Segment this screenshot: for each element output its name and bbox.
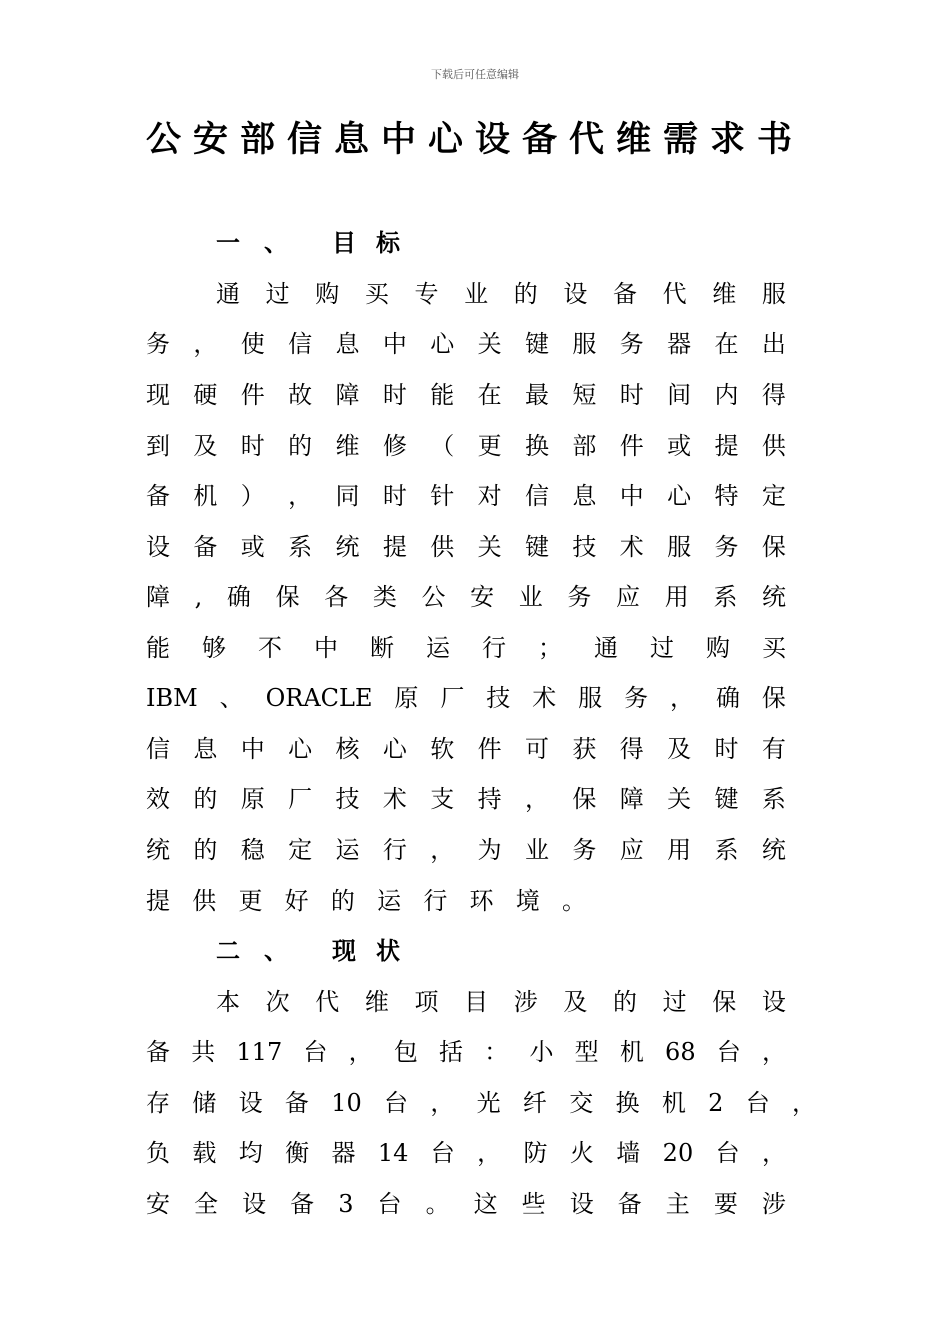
text-token: 的 (330, 887, 355, 915)
text-token: 设 (146, 533, 170, 561)
text-token: 为 (477, 836, 502, 864)
text-token: 服 (667, 533, 692, 561)
text-token: , (194, 583, 203, 611)
text-token: 火 (569, 1139, 594, 1167)
text-token: 系 (761, 785, 786, 813)
text-token: 设 (569, 1190, 594, 1218)
text-token: 台 (384, 1089, 409, 1117)
text-token: 、 (219, 684, 244, 712)
text-token: 关 (667, 785, 692, 813)
text-token: 时 (240, 432, 265, 460)
paragraph-line (146, 580, 786, 614)
text-token: 不 (258, 634, 282, 662)
text-token: （ (430, 432, 455, 460)
text-token: 10 (331, 1089, 362, 1117)
text-token: 件 (477, 735, 502, 763)
text-token: 确 (715, 684, 740, 712)
text-token: ， (762, 1038, 786, 1066)
text-token: 的 (193, 836, 218, 864)
text-token: 的 (513, 280, 538, 308)
paragraph-line (146, 530, 786, 564)
text-token: 的 (193, 785, 218, 813)
text-token: 最 (525, 381, 549, 409)
text-token: 载 (192, 1139, 217, 1167)
text-token: 备 (146, 482, 170, 510)
text-token: 本 (216, 988, 240, 1016)
text-token: 涉 (761, 1190, 786, 1218)
text-token: 光 (476, 1089, 501, 1117)
text-token: 软 (430, 735, 455, 763)
text-token: 行 (382, 836, 407, 864)
text-token: 系 (713, 583, 738, 611)
text-token: 原 (240, 785, 265, 813)
text-token: 均 (238, 1139, 263, 1167)
text-token: 息 (193, 735, 218, 763)
text-token: ， (348, 1038, 373, 1066)
text-token: 服 (572, 330, 597, 358)
text-token: 务 (714, 533, 739, 561)
text-token: 主 (665, 1190, 690, 1218)
text-token: 应 (616, 583, 641, 611)
text-token: 3 (338, 1190, 354, 1218)
text-token: 通 (216, 280, 240, 308)
text-token: 原 (394, 684, 419, 712)
paragraph-line (216, 277, 786, 311)
section-heading (216, 934, 420, 968)
text-token: 购 (706, 634, 730, 662)
text-token: 些 (521, 1190, 546, 1218)
text-token: 14 (377, 1139, 409, 1167)
text-token: 换 (525, 432, 549, 460)
text-token: 安 (470, 583, 495, 611)
text-token: 业 (518, 583, 543, 611)
text-token: 保 (761, 684, 786, 712)
text-token: 防 (523, 1139, 548, 1167)
text-token: 的 (613, 988, 637, 1016)
text-token: 厂 (288, 785, 313, 813)
text-token: 心 (382, 735, 407, 763)
text-token: 术 (619, 533, 644, 561)
text-token: 可 (525, 735, 549, 763)
text-token: 提 (714, 432, 739, 460)
text-token: 台 (716, 1038, 741, 1066)
section-title: 现状 (332, 936, 420, 965)
text-token: 键 (525, 533, 549, 561)
text-token: 机 (193, 482, 218, 510)
text-token: 务 (619, 330, 644, 358)
text-token: 键 (525, 330, 549, 358)
text-token: 器 (667, 330, 692, 358)
text-token: 项 (414, 988, 439, 1016)
text-token: 2 (708, 1089, 724, 1117)
text-token: 统 (761, 836, 786, 864)
text-token: 时 (619, 381, 644, 409)
text-token: 技 (335, 785, 360, 813)
text-token: 支 (430, 785, 455, 813)
text-token: 使 (240, 330, 265, 358)
text-token: 设 (761, 988, 786, 1016)
text-token: 储 (192, 1089, 217, 1117)
text-token: 定 (288, 836, 313, 864)
paragraph-line (146, 429, 786, 463)
text-token: 中 (619, 482, 644, 510)
text-token: 墙 (616, 1139, 641, 1167)
text-token: 备 (284, 1089, 309, 1117)
text-token: ； (538, 634, 562, 662)
text-token: 用 (664, 583, 689, 611)
text-token: 用 (667, 836, 692, 864)
text-token: 负 (146, 1139, 170, 1167)
text-token: 技 (486, 684, 511, 712)
text-token: 117 (236, 1038, 283, 1066)
text-token: 设 (238, 1089, 263, 1117)
text-token: 台 (745, 1089, 770, 1117)
paragraph-line (146, 1086, 816, 1120)
text-token: 服 (761, 280, 786, 308)
text-token: 。 (425, 1190, 450, 1218)
text-token: 够 (202, 634, 226, 662)
text-token: 键 (714, 785, 739, 813)
text-token: 供 (192, 887, 217, 915)
text-token: ， (193, 330, 218, 358)
text-token: 障 (335, 381, 360, 409)
text-token: 系 (288, 533, 313, 561)
paragraph-line (146, 631, 786, 665)
paragraph-line (146, 681, 786, 715)
text-token: 心 (667, 482, 692, 510)
text-token: 时 (714, 735, 739, 763)
text-token: 技 (572, 533, 597, 561)
text-token: 提 (146, 887, 170, 915)
paragraph-line-last (146, 884, 586, 918)
text-token: 运 (335, 836, 360, 864)
text-token: 断 (370, 634, 394, 662)
text-token: 心 (430, 330, 455, 358)
text-token: 交 (569, 1089, 594, 1117)
text-token: 得 (619, 735, 644, 763)
paragraph-line (216, 985, 786, 1019)
text-token: 共 (191, 1038, 216, 1066)
text-token: 专 (414, 280, 439, 308)
text-token: 这 (473, 1190, 498, 1218)
text-token: 存 (146, 1089, 170, 1117)
text-token: 目 (464, 988, 489, 1016)
text-token: 信 (288, 330, 313, 358)
text-token: 业 (464, 280, 489, 308)
text-token: 括 (439, 1038, 464, 1066)
text-token: 稳 (240, 836, 265, 864)
text-token: 行 (482, 634, 506, 662)
text-token: 部 (572, 432, 597, 460)
text-token: 境 (515, 887, 540, 915)
text-token: 统 (335, 533, 360, 561)
paragraph-line (146, 732, 786, 766)
text-token: 过 (662, 988, 687, 1016)
text-token: ， (670, 684, 695, 712)
text-token: 换 (615, 1089, 640, 1117)
paragraph-line (146, 378, 786, 412)
text-token: 信 (525, 482, 549, 510)
text-token: 维 (335, 432, 360, 460)
paragraph-line (146, 327, 786, 361)
text-token: 的 (288, 432, 313, 460)
text-token: 在 (477, 381, 502, 409)
text-token: 同 (335, 482, 360, 510)
text-token: 术 (532, 684, 557, 712)
paragraph-line (146, 479, 786, 513)
text-token: 统 (146, 836, 170, 864)
text-token: 持 (477, 785, 502, 813)
text-token: 买 (762, 634, 786, 662)
text-token: 更 (238, 887, 263, 915)
document-title: 公安部信息中心设备代维需求书 (145, 119, 804, 160)
text-token: 小 (529, 1038, 554, 1066)
text-token: 定 (761, 482, 786, 510)
text-token: 型 (574, 1038, 599, 1066)
text-token: ： (484, 1038, 509, 1066)
text-token: 应 (619, 836, 644, 864)
text-token: 关 (477, 533, 502, 561)
text-token: 及 (193, 432, 218, 460)
text-token: 涉 (513, 988, 538, 1016)
text-token: 代 (315, 988, 340, 1016)
text-token: 内 (714, 381, 739, 409)
text-token: 好 (284, 887, 309, 915)
text-token: 件 (619, 432, 644, 460)
text-token: 获 (572, 735, 597, 763)
text-token: 设 (242, 1190, 267, 1218)
text-token: 时 (382, 381, 407, 409)
text-token: ） (240, 482, 265, 510)
text-token: 68 (665, 1038, 696, 1066)
text-token: 备 (617, 1190, 642, 1218)
text-token: 统 (761, 583, 786, 611)
text-token: 维 (712, 280, 737, 308)
text-token: 务 (572, 836, 597, 864)
text-token: ， (430, 836, 455, 864)
text-token: 。 (561, 887, 586, 915)
text-token: 各 (324, 583, 349, 611)
text-token: 通 (594, 634, 618, 662)
text-token: 确 (226, 583, 251, 611)
text-token: 设 (563, 280, 588, 308)
text-token: 针 (430, 482, 455, 510)
text-token: 及 (667, 735, 692, 763)
text-token: 包 (393, 1038, 418, 1066)
text-token: 全 (194, 1190, 219, 1218)
section-number: 一、 (216, 228, 312, 257)
text-token: 备 (290, 1190, 315, 1218)
paragraph-line (146, 1136, 786, 1170)
text-token: 行 (423, 887, 448, 915)
text-token: 业 (525, 836, 549, 864)
text-token: 厂 (440, 684, 465, 712)
text-token: 过 (265, 280, 290, 308)
text-token: 核 (335, 735, 360, 763)
text-token: 备 (146, 1038, 170, 1066)
text-token: 特 (714, 482, 739, 510)
text-token: 衡 (285, 1139, 310, 1167)
text-token: ， (525, 785, 549, 813)
paragraph-line (146, 782, 786, 816)
text-token: 务 (567, 583, 592, 611)
text-token: 现 (146, 381, 170, 409)
text-token: 要 (713, 1190, 738, 1218)
text-token: 备 (193, 533, 218, 561)
text-token: 维 (364, 988, 389, 1016)
text-token: 到 (146, 432, 170, 460)
text-token: 障 (146, 583, 170, 611)
text-token: 术 (382, 785, 407, 813)
text-token: 供 (761, 432, 786, 460)
text-token: 环 (469, 887, 494, 915)
text-token: ， (477, 1139, 502, 1167)
text-token: ， (430, 1089, 455, 1117)
text-token: 中 (382, 330, 407, 358)
paragraph-line (146, 833, 786, 867)
text-token: 备 (613, 280, 637, 308)
text-token: 效 (146, 785, 170, 813)
paragraph-line (146, 1035, 786, 1069)
text-token: 修 (382, 432, 407, 460)
text-token: 障 (619, 785, 644, 813)
text-token: 20 (662, 1139, 694, 1167)
text-token: 器 (331, 1139, 356, 1167)
text-token: ORACLE (265, 684, 373, 712)
text-token: 运 (377, 887, 402, 915)
text-token: 保 (572, 785, 597, 813)
text-token: 买 (364, 280, 389, 308)
text-token: 类 (372, 583, 397, 611)
text-token: 台 (303, 1038, 328, 1066)
text-token: ， (288, 482, 313, 510)
text-token: 供 (430, 533, 455, 561)
text-token: 更 (477, 432, 502, 460)
text-token: 务 (624, 684, 649, 712)
text-token: 购 (315, 280, 340, 308)
text-token: 中 (240, 735, 265, 763)
text-token: 故 (288, 381, 313, 409)
text-token: 过 (650, 634, 674, 662)
text-token: 台 (377, 1190, 402, 1218)
text-token: 在 (714, 330, 739, 358)
section-title: 目标 (332, 228, 420, 257)
text-token: 中 (314, 634, 338, 662)
text-token: 次 (265, 988, 290, 1016)
text-token: 短 (572, 381, 597, 409)
text-token: 时 (382, 482, 407, 510)
text-token: 及 (563, 988, 588, 1016)
text-token: 息 (572, 482, 597, 510)
text-token: 公 (421, 583, 446, 611)
text-token: 有 (761, 735, 786, 763)
text-token: IBM (146, 684, 198, 712)
page-header: 下载后可任意编辑 (431, 68, 519, 81)
text-token: 间 (667, 381, 692, 409)
text-token: 对 (477, 482, 502, 510)
text-token: 得 (761, 381, 786, 409)
text-token: 运 (426, 634, 450, 662)
text-token: 能 (430, 381, 455, 409)
text-token: ， (791, 1089, 816, 1117)
text-token: 件 (240, 381, 265, 409)
text-token: 保 (275, 583, 300, 611)
text-token: 台 (715, 1139, 740, 1167)
text-token: 安 (146, 1190, 170, 1218)
text-token: 台 (430, 1139, 455, 1167)
text-token: 信 (146, 735, 170, 763)
text-token: 关 (477, 330, 502, 358)
text-token: 能 (146, 634, 170, 662)
text-token: 保 (761, 533, 786, 561)
section-heading (216, 226, 420, 260)
text-token: 或 (667, 432, 692, 460)
text-token: 系 (714, 836, 739, 864)
text-token: 提 (382, 533, 407, 561)
text-token: 或 (240, 533, 265, 561)
text-token: 心 (288, 735, 313, 763)
text-token: 硬 (193, 381, 218, 409)
section-number: 二、 (216, 936, 312, 965)
text-token: 出 (761, 330, 786, 358)
text-token: 机 (661, 1089, 686, 1117)
text-token: 机 (619, 1038, 644, 1066)
text-token: 服 (578, 684, 603, 712)
text-token: 息 (335, 330, 360, 358)
text-token: 保 (712, 988, 737, 1016)
paragraph-line (146, 1187, 786, 1221)
text-token: 务 (146, 330, 170, 358)
text-token: 纤 (522, 1089, 547, 1117)
text-token: ， (761, 1139, 786, 1167)
text-token: 代 (662, 280, 687, 308)
